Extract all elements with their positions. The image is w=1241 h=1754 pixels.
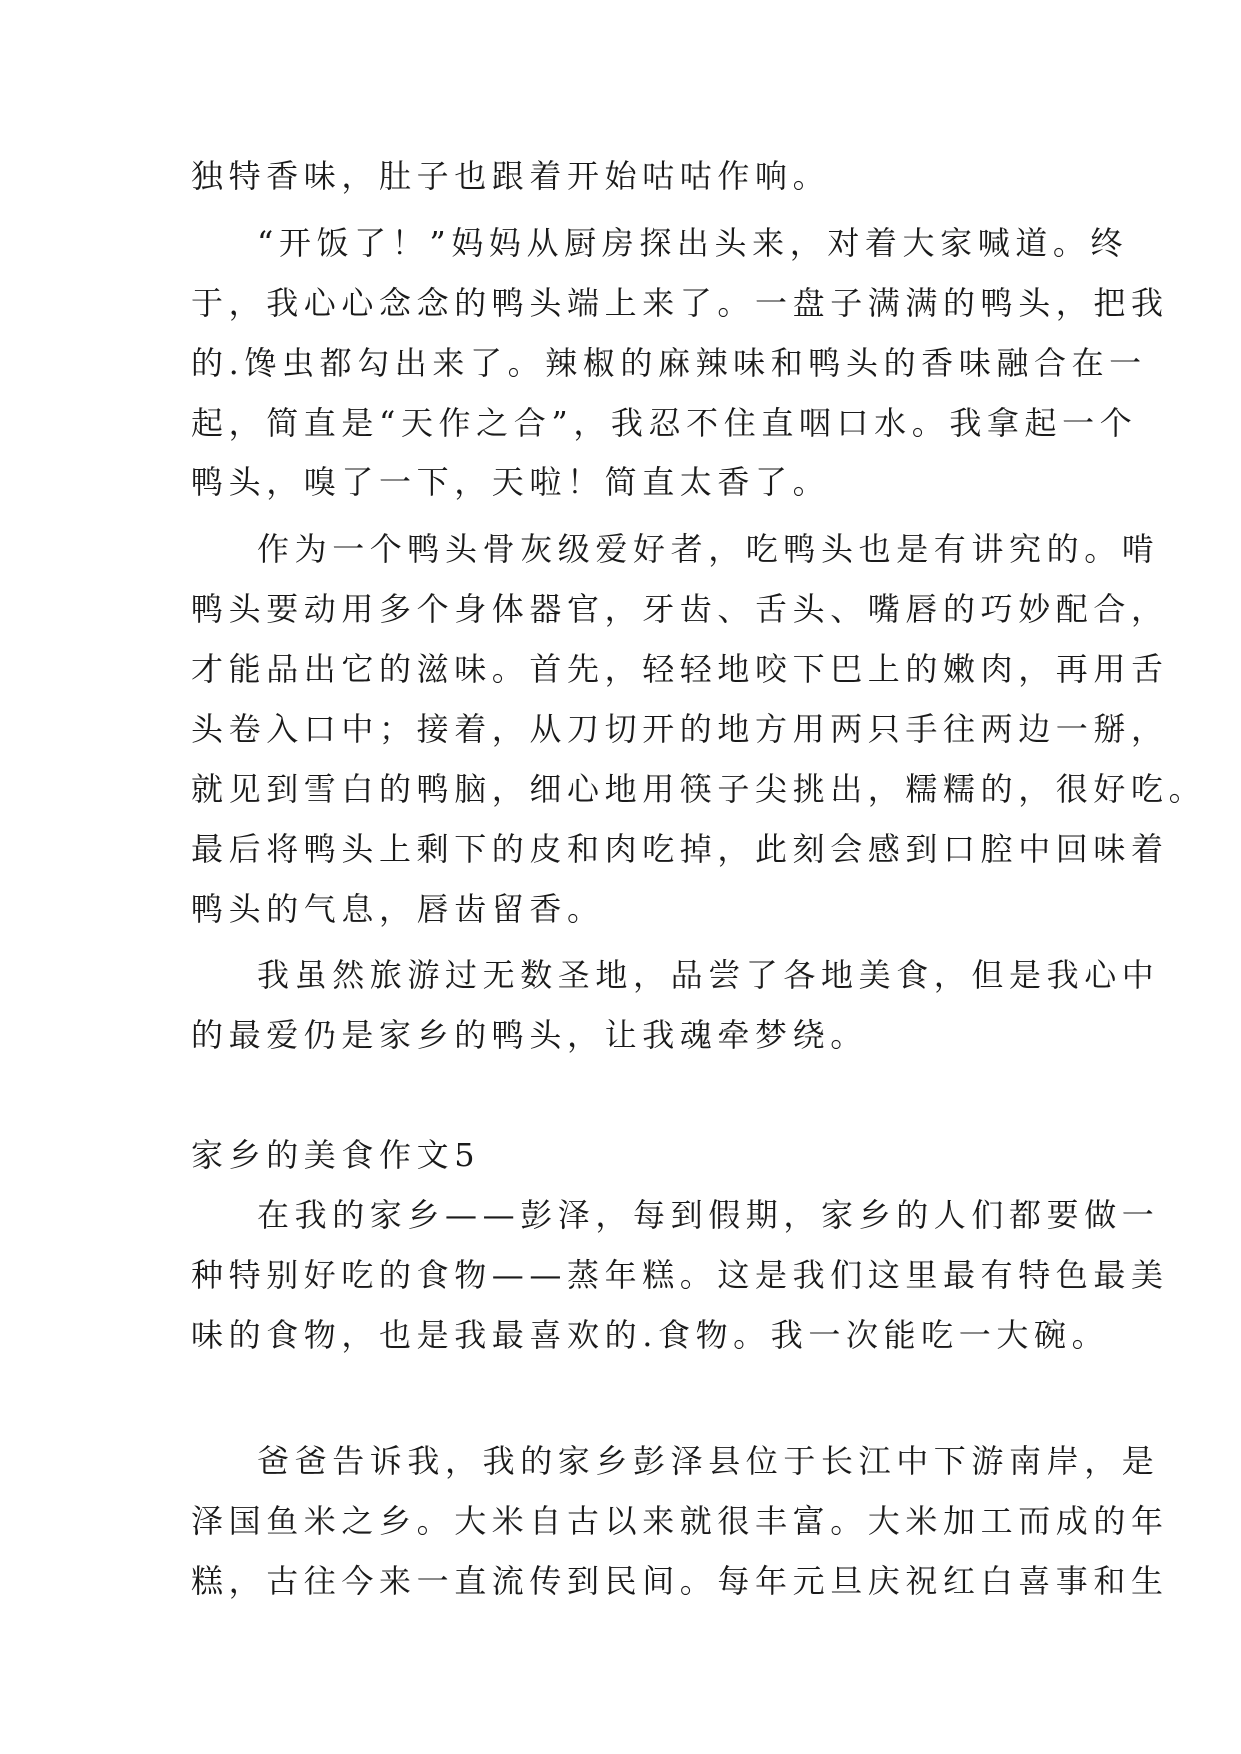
text-line: 的最爱仍是家乡的鸭头，让我魂牵梦绕。 xyxy=(191,1016,868,1054)
text-line: 味的食物，也是我最喜欢的.食物。我一次能吃一大碗。 xyxy=(191,1316,1110,1354)
text-line: 才能品出它的滋味。首先，轻轻地咬下巴上的嫩肉，再用舌 xyxy=(191,650,1169,688)
section-heading: 家乡的美食作文5 xyxy=(191,1136,481,1174)
text-line: 独特香味，肚子也跟着开始咕咕作响。 xyxy=(191,157,831,195)
text-line: 就见到雪白的鸭脑，细心地用筷子尖挑出，糯糯的，很好吃。 xyxy=(191,770,1207,808)
text-line: 作为一个鸭头骨灰级爱好者，吃鸭头也是有讲究的。啃 xyxy=(257,530,1160,568)
text-line: 起，简直是“天作之合”，我忍不住直咽口水。我拿起一个 xyxy=(191,404,1138,442)
text-line: 的.馋虫都勾出来了。辣椒的麻辣味和鸭头的香味融合在一 xyxy=(191,344,1147,382)
text-line: 在我的家乡——彭泽，每到假期，家乡的人们都要做一 xyxy=(257,1196,1160,1234)
text-line: 糕，古往今来一直流传到民间。每年元旦庆祝红白喜事和生 xyxy=(191,1562,1169,1600)
text-line: “开饭了！”妈妈从厨房探出头来，对着大家喊道。终 xyxy=(257,224,1129,262)
text-line: 鸭头，嗅了一下，天啦！简直太香了。 xyxy=(191,463,831,501)
text-line: 鸭头的气息，唇齿留香。 xyxy=(191,890,605,928)
text-line: 种特别好吃的食物——蒸年糕。这是我们这里最有特色最美 xyxy=(191,1256,1169,1294)
text-line: 最后将鸭头上剩下的皮和肉吃掉，此刻会感到口腔中回味着 xyxy=(191,830,1169,868)
text-line: 泽国鱼米之乡。大米自古以来就很丰富。大米加工而成的年 xyxy=(191,1502,1169,1540)
text-line: 于，我心心念念的鸭头端上来了。一盘子满满的鸭头，把我 xyxy=(191,284,1169,322)
text-line: 鸭头要动用多个身体器官，牙齿、舌头、嘴唇的巧妙配合， xyxy=(191,590,1169,628)
text-line: 爸爸告诉我，我的家乡彭泽县位于长江中下游南岸，是 xyxy=(257,1442,1160,1480)
text-line: 头卷入口中；接着，从刀切开的地方用两只手往两边一掰， xyxy=(191,710,1169,748)
text-line: 我虽然旅游过无数圣地，品尝了各地美食，但是我心中 xyxy=(257,956,1160,994)
